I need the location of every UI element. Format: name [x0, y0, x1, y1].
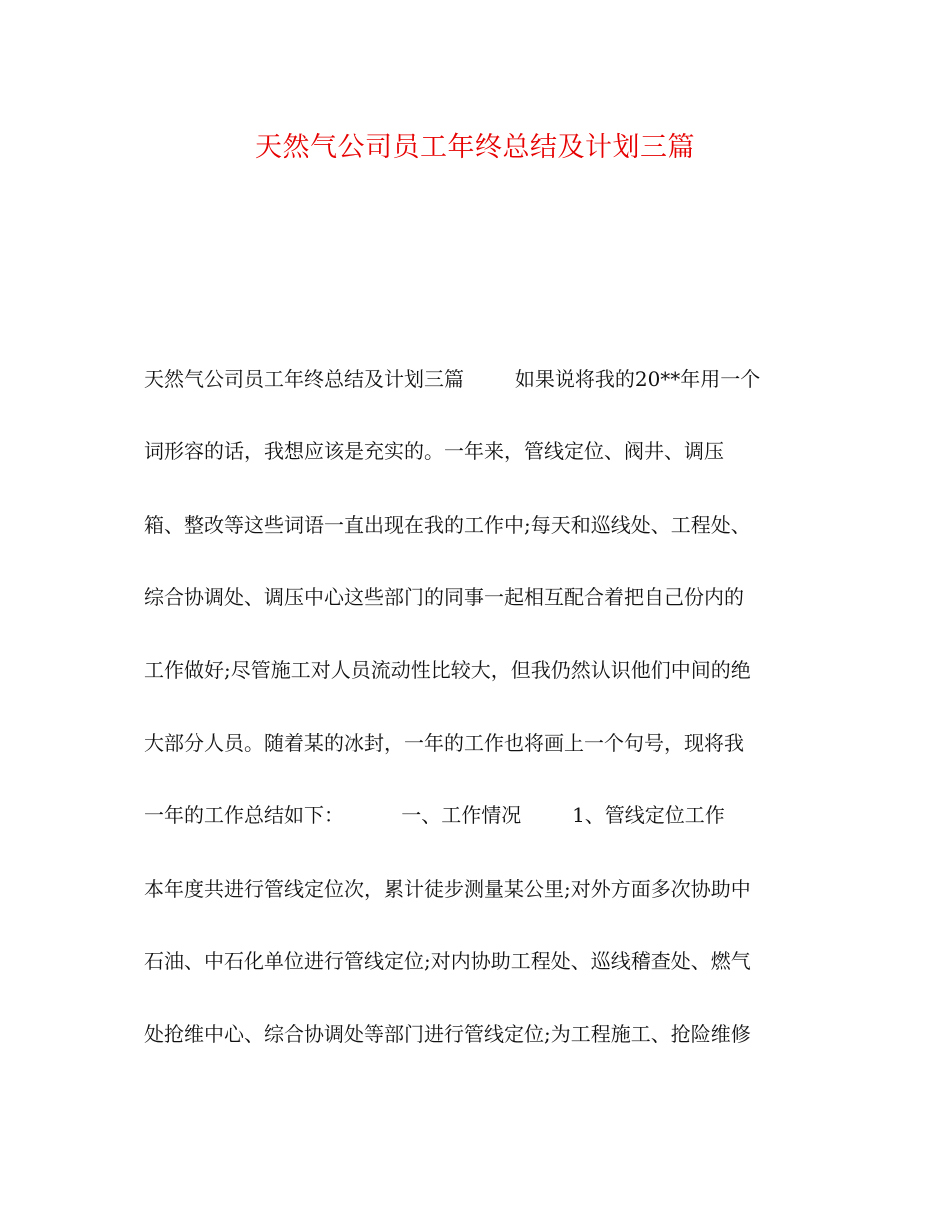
body-line: 大部分人员。随着某的冰封，一年的工作也将画上一个句号，现将我 — [144, 731, 744, 755]
document-title: 天然气公司员工年终总结及计划三篇 — [255, 132, 695, 163]
body-line: 一年的工作总结如下： 一、工作情况 1、管线定位工作 — [144, 803, 725, 827]
body-line: 综合协调处、调压中心这些部门的同事一起相互配合着把自己份内的 — [144, 585, 744, 609]
body-line: 工作做好;尽管施工对人员流动性比较大，但我仍然认识他们中间的绝 — [144, 658, 751, 682]
body-line: 处抢维中心、综合协调处等部门进行管线定位;为工程施工、抢险维修 — [144, 1022, 751, 1046]
body-line: 本年度共进行管线定位次，累计徒步测量某公里;对外方面多次协助中 — [144, 877, 751, 901]
body-line: 天然气公司员工年终总结及计划三篇 如果说将我的20**年用一个 — [144, 367, 761, 391]
body-line: 箱、整改等这些词语一直出现在我的工作中;每天和巡线处、工程处、 — [144, 513, 751, 537]
body-line: 石油、中石化单位进行管线定位;对内协助工程处、巡线稽查处、燃气 — [144, 949, 751, 973]
body-line: 词形容的话，我想应该是充实的。一年来，管线定位、阀井、调压 — [144, 439, 724, 463]
